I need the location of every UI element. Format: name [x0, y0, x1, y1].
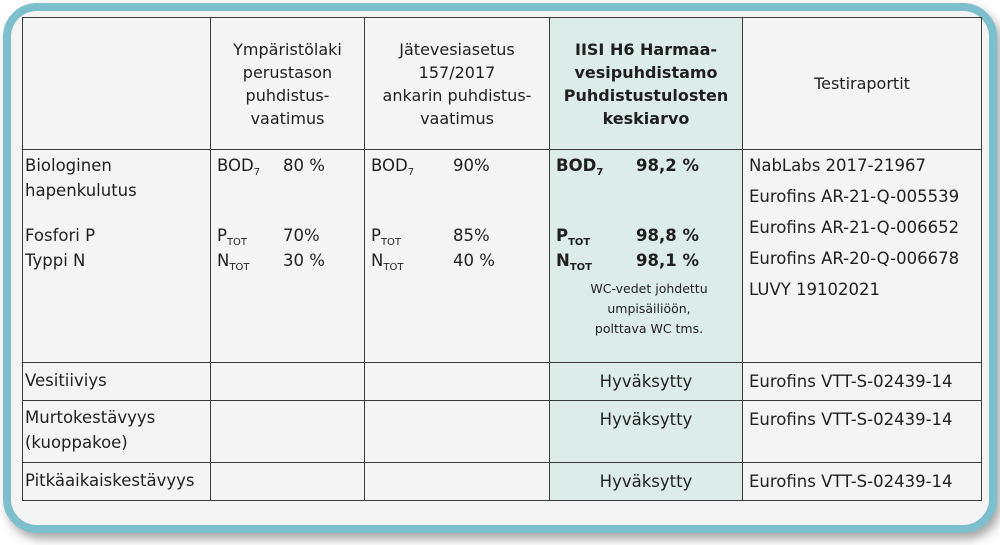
main-row-reports	[743, 150, 982, 363]
report-long-term-durability: Eurofins VTT-S-02439-14	[743, 463, 982, 501]
ww-bod-value: 90%	[453, 156, 490, 175]
header-empty	[23, 18, 211, 150]
iisi-p-value: 98,8 %	[636, 226, 699, 245]
header-reports: Testiraportit	[743, 18, 982, 150]
report-line: Eurofins AR-21-Q-005539	[749, 187, 960, 206]
report-line: LUVY 19102021	[749, 280, 881, 299]
header-row	[23, 18, 982, 150]
header-iisi: IISI H6 Harmaa- vesipuhdistamo Puhdistustulosten keskiarvo	[550, 18, 743, 150]
iisi-bod-value: 98,2 %	[636, 156, 699, 175]
report-breaking-strength: Eurofins VTT-S-02439-14	[743, 401, 982, 463]
row-label-breaking-strength: Murtokestävyys (kuoppakoe)	[23, 401, 211, 463]
ww-p-value: 85%	[453, 226, 490, 245]
env-bod-value: 80 %	[283, 156, 325, 175]
report-watertightness: Eurofins VTT-S-02439-14	[743, 363, 982, 401]
comparison-table	[22, 17, 982, 501]
header-env-law: Ympäristölaki perustason puhdistus- vaatimus	[211, 18, 365, 150]
result-breaking-strength: Hyväksytty	[550, 401, 743, 463]
report-line: Eurofins AR-21-Q-006652	[749, 218, 960, 237]
env-p-value: 70%	[283, 226, 320, 245]
iisi-values: $BOD_7$ 98,2 % $P_{TOT}$ 98,8 % $N_{TOT}$ 98,1 % WC-vedet johdettu umpisäiliöön, polttava WC tms.	[550, 150, 743, 363]
main-row-labels: Biologinen hapenkulutus Fosfori P Typpi N	[23, 150, 211, 363]
table-row	[23, 401, 982, 463]
row-label-watertightness: Vesitiiviys	[23, 363, 211, 401]
table-row	[23, 363, 982, 401]
report-line: NabLabs 2017-21967	[749, 156, 926, 175]
result-long-term-durability: Hyväksytty	[550, 463, 743, 501]
env-n-value: 30 %	[283, 251, 325, 270]
row-label-long-term-durability: Pitkäaikaiskestävyys	[23, 463, 211, 501]
header-waste-water: Jätevesiasetus 157/2017 ankarin puhdistus- vaatimus	[365, 18, 550, 150]
table-row	[23, 463, 982, 501]
env-law-values: $BOD_7$ 80 % $P_{TOT}$ 70% $N_{TOT}$ 30 %	[211, 150, 365, 363]
waste-water-values: $BOD_7$ 90% $P_{TOT}$ 85% $N_{TOT}$ 40 %	[365, 150, 550, 363]
result-watertightness: Hyväksytty	[550, 363, 743, 401]
report-line: Eurofins AR-20-Q-006678	[749, 249, 960, 268]
ww-n-value: 40 %	[453, 251, 495, 270]
iisi-n-value: 98,1 %	[636, 251, 699, 270]
main-row	[23, 150, 982, 363]
iisi-note: WC-vedet johdettu umpisäiliöön, polttava WC tms.	[590, 281, 708, 336]
